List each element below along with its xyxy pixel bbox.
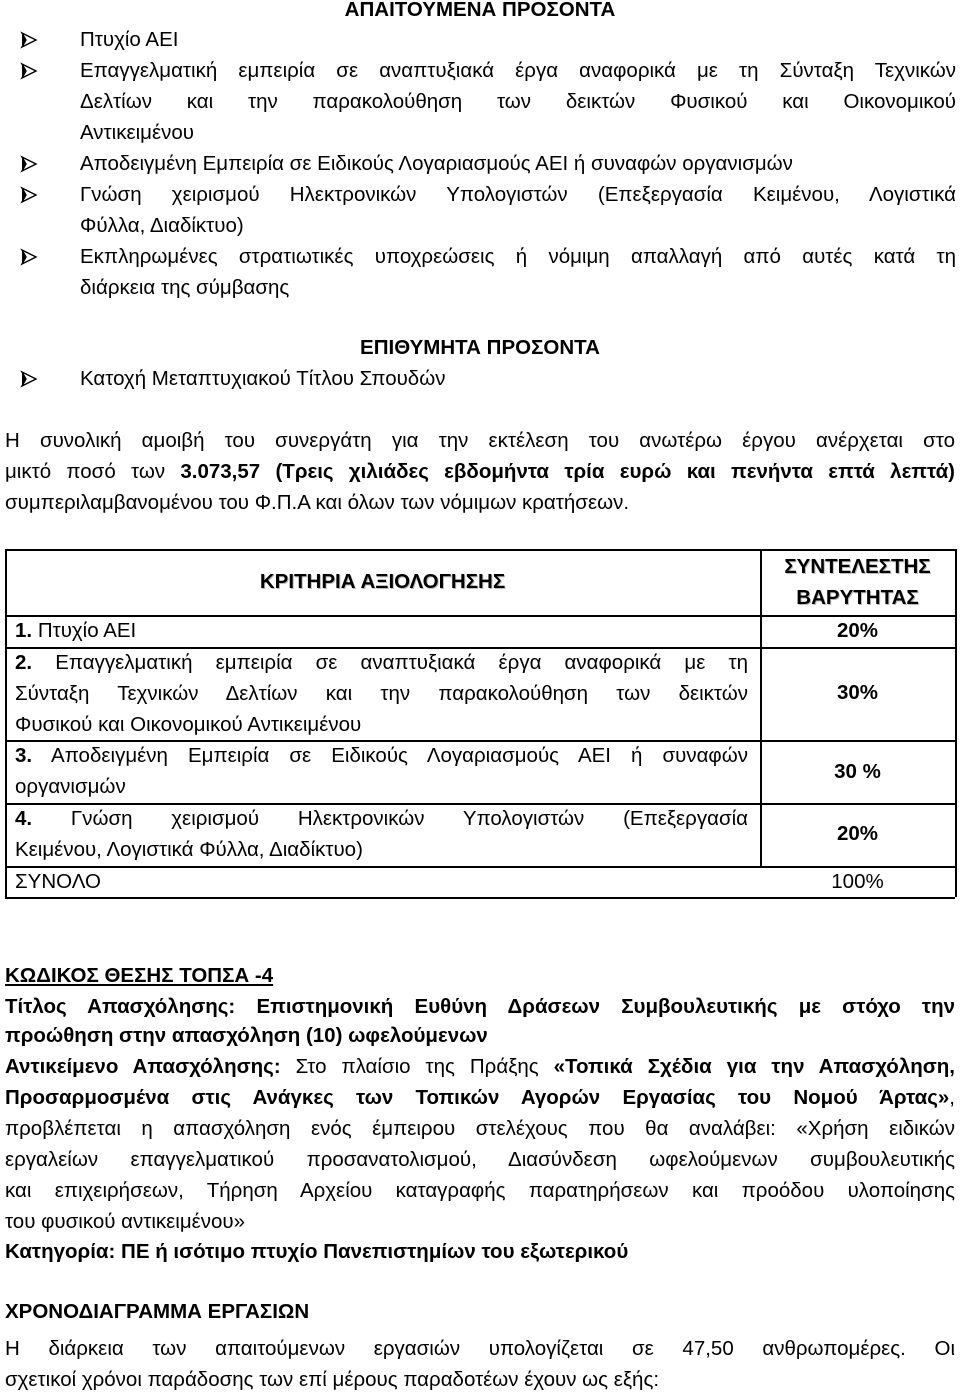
position-object-line-5: και επιχειρήσεων, Τήρηση Αρχείου καταγραφής παρατηρήσεων και προόδου υλοποίησης	[5, 1179, 955, 1202]
table-total-label: ΣΥΝΟΛΟ	[15, 870, 101, 893]
table-row-number: 1.	[15, 619, 33, 642]
required-item-1-line-1: Πτυχίο ΑΕΙ	[80, 28, 179, 51]
position-code: ΚΩΔΙΚΟΣ ΘΕΣΗΣ ΤΟΠΣΑ -4	[5, 964, 274, 987]
object-comma: ,	[949, 1086, 955, 1109]
object-intro: Στο πλαίσιο της Πράξης	[280, 1055, 554, 1078]
position-object-line-1	[5, 1051, 955, 1082]
table-row-3-line-2	[15, 771, 126, 802]
table-row-4-line-2	[15, 834, 363, 865]
remuneration-line-1: Η συνολική αμοιβή του συνεργάτη για την εκτέλεση του ανωτέρω έργου ανέρχεται στο	[5, 429, 955, 452]
table-row-text: Φυσικού και Οικονομικού Αντικειμένου	[15, 713, 362, 736]
table-row-2-line-2	[15, 678, 748, 709]
table-row-number: 2.	[15, 651, 33, 674]
position-title-line-1: Τίτλος Απασχόλησης: Επιστημονική Ευθύνη Δράσεων Συμβουλευτικής με στόχο την	[5, 995, 955, 1018]
position-object-line-6: του φυσικού αντικειμένου»	[5, 1210, 246, 1233]
table-header-weight-line-2: ΒΑΡΥΤΗΤΑΣ	[796, 586, 919, 609]
required-item-5-line-1: Εκπληρωμένες στρατιωτικές υποχρεώσεις ή νόμιμη απαλλαγή από αυτές κατά τη	[80, 245, 956, 268]
table-row-4-line-1	[15, 803, 748, 834]
schedule-line-2: σχετικοί χρόνοι παράδοσης των επί μέρους παραδοτέων έχουν ως εξής:	[5, 1368, 660, 1391]
table-row-text: Γνώση χειρισμού Ηλεκτρονικών Υπολογιστών (Επεξεργασία	[70, 807, 748, 830]
desired-heading: ΕΠΙΘΥΜΗΤΑ ΠΡΟΣΟΝΤΑ	[360, 336, 600, 359]
position-object-line-2	[5, 1082, 955, 1113]
required-item-2-line-3: Αντικειμένου	[80, 121, 194, 144]
object-label: Αντικείμενο Απασχόλησης:	[5, 1055, 281, 1078]
table-row-4-weight: 20%	[836, 822, 879, 845]
required-item-2-line-1: Επαγγελματική εμπειρία σε αναπτυξιακά έργα αναφορικά με τη Σύνταξη Τεχνικών	[80, 59, 956, 82]
remuneration-amount: 3.073,57 (Τρεις χιλιάδες εβδομήντα τρία ευρώ και πενήντα επτά λεπτά)	[180, 460, 955, 483]
table-row-3-line-1	[15, 740, 748, 771]
required-item-4-line-1: Γνώση χειρισμού Ηλεκτρονικών Υπολογιστών (Επεξεργασία Κειμένου, Λογιστικά	[80, 183, 956, 206]
table-row-text: Σύνταξη Τεχνικών Δελτίων και την παρακολούθηση των δεικτών	[15, 682, 748, 705]
table-rule	[5, 897, 955, 899]
bullet-arrow-icon	[20, 186, 38, 204]
required-item-2-line-2: Δελτίων και την παρακολούθηση των δεικτών Φυσικού και Οικονομικού	[80, 90, 956, 113]
desired-item-1-line-1: Κατοχή Μεταπτυχιακού Τίτλου Σπουδών	[80, 367, 446, 390]
schedule-heading: ΧΡΟΝΟΔΙΑΓΡΑΜΜΑ ΕΡΓΑΣΙΩΝ	[5, 1300, 310, 1323]
schedule-line-1: Η διάρκεια των απαιτούμενων εργασιών υπολογίζεται σε 47,50 ανθρωπομέρες. Οι	[5, 1337, 955, 1360]
required-heading: ΑΠΑΙΤΟΥΜΕΝΑ ΠΡΟΣΟΝΤΑ	[344, 0, 616, 21]
table-header-weight-line-1: ΣΥΝΤΕΛΕΣΤΗΣ	[784, 555, 931, 578]
table-row-text: Πτυχίο ΑΕΙ	[37, 619, 137, 642]
required-item-3-line-1: Αποδειγμένη Εμπειρία σε Ειδικούς Λογαριασμούς ΑΕΙ ή συναφών οργανισμών	[80, 152, 793, 175]
object-project-part-2: Προσαρμοσμένα στις Ανάγκες των Τοπικών Αγορών Εργασίας του Νομού Άρτας»	[5, 1086, 950, 1109]
table-row-text: οργανισμών	[15, 775, 126, 798]
table-total-value: 100%	[831, 870, 884, 893]
table-rule	[955, 549, 957, 897]
bullet-arrow-icon	[20, 31, 38, 49]
object-project-part-1: «Τοπικά Σχέδια για την Απασχόληση,	[553, 1055, 955, 1078]
remuneration-line-2	[5, 456, 955, 487]
table-row-1-weight: 20%	[836, 619, 879, 642]
bullet-arrow-icon	[20, 370, 38, 388]
position-title-line-2: προώθηση στην απασχόληση (10) ωφελούμενων	[5, 1024, 488, 1047]
position-object-line-4: εργαλείων επαγγελματικού προσανατολισμού, Διασύνδεση ωφελούμενων συμβουλευτικής	[5, 1148, 955, 1171]
table-row-2-line-3	[15, 709, 361, 740]
position-category: Κατηγορία: ΠΕ ή ισότιμο πτυχίο Πανεπιστημίων του εξωτερικού	[5, 1240, 629, 1263]
remuneration-prefix: μικτό ποσό των	[5, 460, 181, 483]
bullet-arrow-icon	[20, 155, 38, 173]
bullet-arrow-icon	[20, 248, 38, 266]
table-row-2-weight: 30%	[836, 681, 879, 704]
table-row-2-line-1	[15, 647, 748, 678]
required-item-5-line-2: διάρκεια της σύμβασης	[80, 276, 290, 299]
table-row-number: 4.	[15, 807, 33, 830]
table-header-criteria: ΚΡΙΤΗΡΙΑ ΑΞΙΟΛΟΓΗΣΗΣ	[259, 570, 506, 593]
position-object-line-3: προβλέπεται η απασχόληση ενός έμπειρου στελέχους που θα αναλάβει: «Χρήση ειδικών	[5, 1117, 955, 1140]
table-row-text: Αποδειγμένη Εμπειρία σε Ειδικούς Λογαριασμούς ΑΕΙ ή συναφών	[51, 744, 748, 767]
table-row-text: Επαγγελματική εμπειρία σε αναπτυξιακά έργα αναφορικά με τη	[55, 651, 748, 674]
remuneration-line-3: συμπεριλαμβανομένου του Φ.Π.Α και όλων των νόμιμων κρατήσεων.	[5, 491, 630, 514]
bullet-arrow-icon	[20, 62, 38, 80]
table-row-3-weight: 30 %	[834, 760, 881, 783]
required-item-4-line-2: Φύλλα, Διαδίκτυο)	[80, 214, 244, 237]
table-rule	[5, 549, 7, 897]
table-row-text: Κειμένου, Λογιστικά Φύλλα, Διαδίκτυο)	[15, 838, 363, 861]
table-row-number: 3.	[15, 744, 33, 767]
table-row-1-line-1	[15, 615, 136, 646]
